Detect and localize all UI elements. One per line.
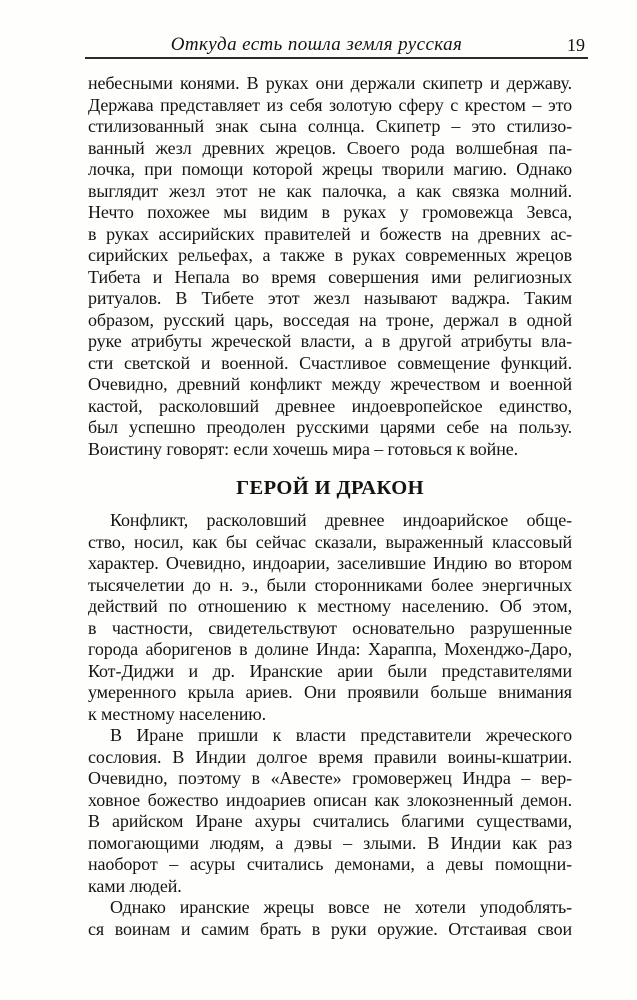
text-line: Держава представляет из себя золотую сферу с крестом – это bbox=[88, 94, 572, 115]
text-line: кастой, расколовший древнее индоевропейское единство, bbox=[88, 395, 572, 416]
text-line: ховное божество индоариев описан как злокозненный демон. bbox=[88, 789, 572, 810]
text-line: лочка, при помощи которой жрецы творили магию. Однако bbox=[88, 159, 572, 179]
text-line: образом, русский царь, восседая на троне, держал в одной bbox=[88, 309, 572, 330]
text-line: Тибета и Непала во время совершения ими религиозных bbox=[88, 266, 572, 287]
text-line: В арийском Иране ахуры считались благими существами, bbox=[88, 811, 572, 831]
page-body bbox=[88, 73, 572, 940]
text-line: сословия. В Индии долгое время правили воины-кшатрии. bbox=[88, 746, 572, 767]
text-line: в частности, свидетельствуют основательно разрушенные bbox=[88, 617, 572, 638]
text-line: Нечто похожее мы видим в руках у громовежца Зевса, bbox=[88, 202, 572, 222]
text-line: ками людей. bbox=[88, 875, 182, 896]
text-line: стилизованный знак сына солнца. Скипетр – это стилизо- bbox=[88, 116, 572, 136]
text-line: к местному населению. bbox=[88, 703, 267, 724]
text-line: В Иране пришли к власти представители жреческого bbox=[110, 725, 572, 745]
text-line: сирийских рельефах, а также в руках современных жрецов bbox=[88, 245, 572, 265]
paragraph bbox=[88, 73, 572, 460]
text-line: города аборигенов в долине Инда: Хараппа, Мохенджо-Даро, bbox=[88, 639, 572, 659]
text-line: Однако иранские жрецы вовсе не хотели уподоблять- bbox=[110, 897, 572, 917]
text-line: Очевидно, поэтому в «Авесте» громовержец Индра – вер- bbox=[88, 768, 572, 788]
text-line: характер. Очевидно, индоарии, заселившие Индию во втором bbox=[88, 553, 572, 573]
text-line: действий по отношению к местному населению. Об этом, bbox=[88, 596, 572, 616]
text-line: ванный жезл древних жрецов. Своего рода волшебная па- bbox=[88, 137, 572, 158]
text-line: руке атрибуты жреческой власти, а в другой атрибуты вла- bbox=[88, 331, 572, 351]
text-line: ство, носил, как бы сейчас сказали, выраженный классовый bbox=[88, 531, 572, 552]
paragraph bbox=[88, 510, 572, 725]
text-line: выглядит жезл этот не как палочка, а как связка молний. bbox=[88, 180, 572, 201]
text-line: Конфликт, расколовший древнее индоарийское обще- bbox=[110, 510, 572, 530]
page-number: 19 bbox=[567, 35, 585, 55]
text-line: в руках ассирийских правителей и божеств на древних ас- bbox=[88, 223, 572, 244]
text-line: небесными конями. В руках они держали скипетр и державу. bbox=[88, 73, 572, 93]
text-line: Кот-Диджи и др. Иранские арии были представителями bbox=[88, 660, 572, 681]
text-line: тысячелетии до н. э., были сторонниками более энергичных bbox=[88, 574, 572, 595]
paragraph bbox=[88, 897, 572, 940]
section-heading: ГЕРОЙ И ДРАКОН bbox=[236, 477, 424, 499]
page-header bbox=[85, 33, 588, 59]
paragraph bbox=[88, 725, 572, 897]
text-line: ритуалов. В Тибете этот жезл называют ваджра. Таким bbox=[88, 288, 572, 308]
text-line: умеренного крыла ариев. Они проявили больше внимания bbox=[88, 682, 572, 702]
text-line: Воистину говорят: если хочешь мира – готовься к войне. bbox=[88, 438, 519, 459]
text-line: Очевидно, древний конфликт между жречеством и военной bbox=[88, 374, 572, 394]
text-line: сти светской и военной. Счастливое совмещение функций. bbox=[88, 352, 572, 373]
text-line: помогающими людям, а дэвы – злыми. В Индии как раз bbox=[88, 832, 572, 853]
text-line: был успешно преодолен русскими царями себе на пользу. bbox=[88, 417, 572, 437]
text-line: ся воинам и самим брать в руки оружие. Отстаивая свои bbox=[88, 918, 572, 939]
running-title: Откуда есть пошла земля русская bbox=[170, 34, 463, 55]
text-line: наоборот – асуры считались демонами, а девы помощни- bbox=[88, 854, 572, 874]
